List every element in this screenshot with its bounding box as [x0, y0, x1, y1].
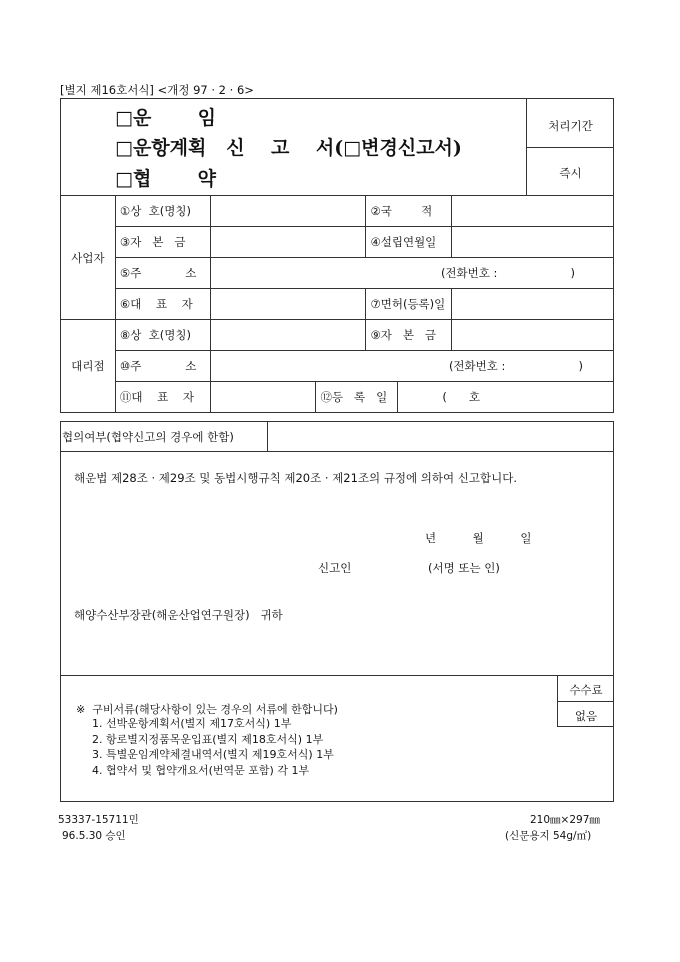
agreement-label: 협의여부(협약신고의 경우에 한함)	[62, 430, 234, 444]
business-license-date-field[interactable]	[452, 289, 614, 320]
business-section-label: 사업자	[61, 196, 116, 320]
documents-item: 3. 특별운임계약체결내역서(별지 제19호서식) 1부	[92, 748, 334, 761]
agent-address-label: ⑩주 소	[115, 351, 210, 382]
form-code: 53337-15711민	[58, 814, 139, 826]
agent-registration-no: ( 호	[442, 390, 480, 404]
business-representative-label: ⑥대 표 자	[115, 289, 210, 320]
title-line-freight: □운 임	[115, 107, 216, 129]
info-table	[60, 195, 614, 413]
fee-label: 수수료	[569, 683, 603, 697]
fee-divider-horizontal	[557, 701, 614, 702]
agent-representative-label: ⑪대 표 자	[115, 382, 210, 413]
agent-phone-label: (전화번호 : )	[448, 359, 583, 373]
business-address-field[interactable]	[210, 258, 613, 289]
agent-address-field[interactable]	[210, 351, 613, 382]
documents-item: 4. 협약서 및 협약개요서(번역문 포함) 각 1부	[92, 763, 310, 777]
title-line-plan: □운항계획 신 고 서(□변경신고서)	[115, 137, 462, 159]
business-established-label: ④설립연월일	[366, 227, 452, 258]
business-phone-label: (전화번호 : )	[440, 266, 575, 280]
declaration-date: 년 월 일	[425, 531, 532, 545]
business-nationality-label: ②국 적	[366, 196, 452, 227]
fee-value: 없음	[574, 709, 598, 723]
form-number: [별지 제16호서식] <개정 97 · 2 · 6>	[60, 83, 254, 97]
agent-capital-label: ⑨자 본 금	[366, 320, 452, 351]
business-capital-field[interactable]	[210, 227, 366, 258]
agent-section-label: 대리점	[61, 320, 116, 413]
documents-item: 2. 항로별지정품목운입표(별지 제18호서식) 1부	[92, 732, 324, 746]
agent-registration-date-label: ⑫등 록 일	[316, 382, 398, 413]
documents-divider	[60, 675, 614, 676]
paper-size: 210㎜×297㎜	[530, 814, 600, 826]
paper-type: (신문용지 54g/㎡)	[505, 830, 592, 842]
agent-trade-name-field[interactable]	[210, 320, 366, 351]
processing-divider	[526, 147, 614, 148]
business-capital-label: ③자 본 금	[115, 227, 210, 258]
approval-date: 96.5.30 승인	[62, 830, 126, 842]
fee-divider-bottom	[557, 726, 614, 727]
processing-period-label: 처리기간	[548, 119, 593, 133]
business-nationality-field[interactable]	[452, 196, 614, 227]
documents-heading: ※ 구비서류(해당사항이 있는 경우의 서류에 한합니다)	[76, 703, 338, 716]
business-address-label: ⑤주 소	[115, 258, 210, 289]
business-representative-field[interactable]	[210, 289, 366, 320]
agent-registration-field[interactable]	[398, 382, 614, 413]
documents-item: 1. 선박운항계획서(별지 제17호서식) 1부	[92, 717, 292, 730]
business-license-date-label: ⑦면허(등록)일	[366, 289, 452, 320]
agent-representative-field[interactable]	[210, 382, 316, 413]
agent-trade-name-label: ⑧상 호(명칭)	[115, 320, 210, 351]
processing-period-value: 즉시	[559, 166, 582, 180]
declaration-statement: 해운법 제28조 · 제29조 및 동법시행규칙 제20조 · 제21조의 규정에 의하여 신고합니다.	[74, 471, 517, 485]
title-line-agreement: □협 약	[115, 168, 216, 190]
signature-label[interactable]: (서명 또는 인)	[428, 561, 500, 575]
documents-list	[92, 716, 334, 778]
agreement-field[interactable]	[268, 422, 613, 451]
declarant-label: 신고인	[318, 561, 352, 575]
business-trade-name-field[interactable]	[210, 196, 366, 227]
business-established-field[interactable]	[452, 227, 614, 258]
recipient-label: 해양수산부장관(해운산업연구원장) 귀하	[74, 608, 283, 622]
business-trade-name-label: ①상 호(명칭)	[115, 196, 210, 227]
agent-capital-field[interactable]	[452, 320, 614, 351]
